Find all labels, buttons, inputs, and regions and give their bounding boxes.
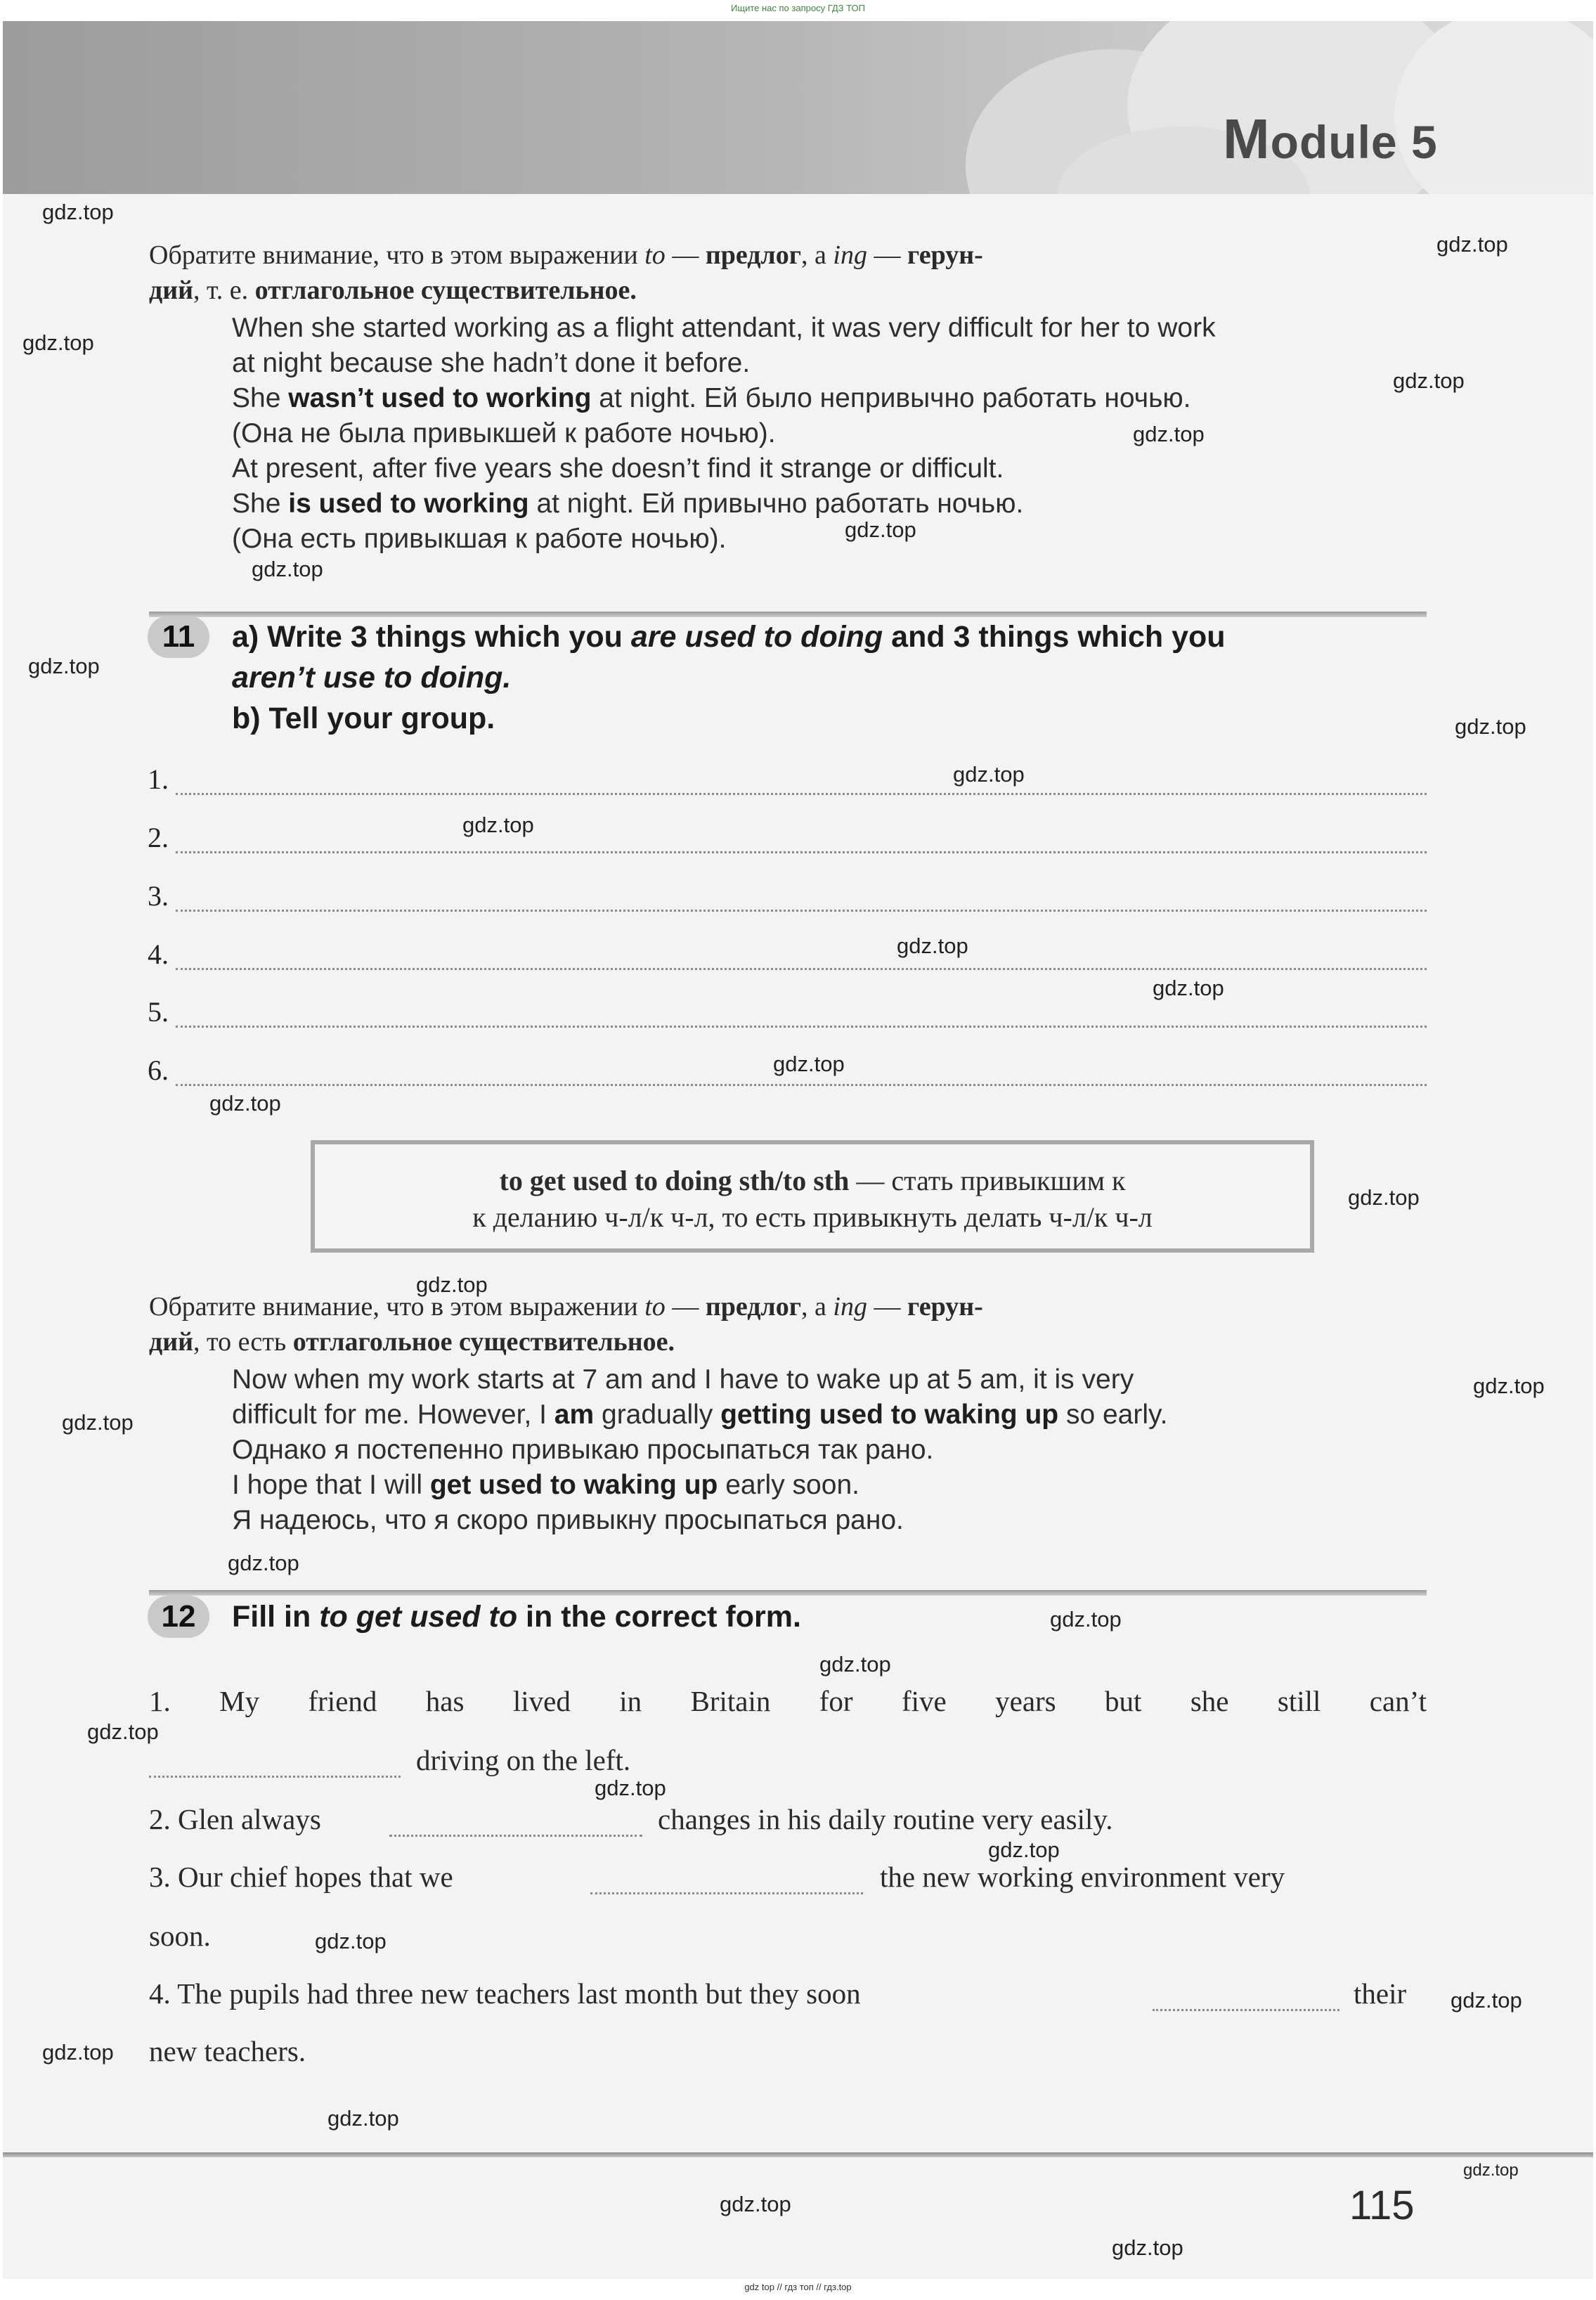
top-promo-note: Ищите нас по запросу ГДЗ ТОП [731,3,865,13]
watermark: gdz.top [28,654,100,678]
example-line: She wasn’t used to working at night. Ей было непривычно работать ночью. [232,383,1191,413]
watermark: gdz.top [87,1719,159,1744]
module-title: Module 5 [1223,108,1438,170]
example-line: I hope that I will get used to waking up early soon. [232,1470,859,1500]
watermark: gdz.top [595,1776,666,1800]
watermark: gdz.top [462,813,534,837]
watermark: gdz.top [953,762,1025,787]
exercise-item-1: 1. My friend has lived in Britain for five years but she still can’t [149,1685,1427,1717]
footer-divider [3,2152,1593,2157]
watermark: gdz.top [62,1410,134,1435]
example-line: Now when my work starts at 7 am and I have to wake up at 5 am, it is very [232,1364,1134,1395]
exercise-item-3: 3. Our chief hopes that we [149,1861,453,1893]
watermark: gdz.top [1112,2235,1183,2260]
watermark: gdz.top [1133,422,1205,446]
grammar-note-2-line-1: Обратите внимание, что в этом выражении to — предлог, а ing — герун- [149,1292,983,1322]
watermark: gdz.top [1393,368,1465,393]
example-line: Однако я постепенно привыкаю просыпаться так рано. [232,1435,934,1465]
watermark: gdz.top [1451,1988,1522,2012]
example-line: difficult for me. However, I am gradually getting used to waking up so early. [232,1400,1168,1430]
watermark: gdz.top [1153,976,1224,1000]
answer-line-number: 5. [148,996,169,1028]
example-line: (Она есть привыкшая к работе ночью). [232,524,727,554]
watermark: gdz.top [1455,714,1526,739]
answer-line-1[interactable] [176,793,1427,795]
task-12-divider [149,1590,1427,1596]
task-11-instruction-a: a) Write 3 things which you are used to doing and 3 things which you [232,620,1226,654]
rule-box [311,1140,1314,1253]
answer-line-4[interactable] [176,968,1427,970]
task-11-divider [149,612,1427,617]
task-11-number: 11 [148,616,209,658]
watermark: gdz.top [22,330,94,355]
task-12-number: 12 [148,1596,209,1638]
answer-line-number: 3. [148,880,169,912]
exercise-item-3-cont: soon. [149,1920,211,1952]
watermark: gdz.top [1348,1185,1420,1210]
watermark: gdz.top [1050,1607,1122,1632]
watermark: gdz.top [897,933,968,958]
grammar-note-1-line-2: дий, т. е. отглагольное существительное. [149,276,637,305]
exercise-3-blank[interactable] [590,1892,863,1894]
exercise-2-blank[interactable] [389,1835,642,1837]
exercise-item-4-end: their [1354,1977,1407,2010]
exercise-item-4-cont: new teachers. [149,2035,306,2067]
page-number: 115 [1349,2183,1415,2228]
watermark: gdz.top [327,2106,399,2131]
grammar-note-1-line-1: Обратите внимание, что в этом выражении to — предлог, а ing — герун- [149,240,983,270]
exercise-item-2-end: changes in his daily routine very easily. [658,1803,1113,1835]
example-line: She is used to working at night. Ей привычно работать ночью. [232,489,1024,519]
exercise-1-blank[interactable] [149,1776,401,1778]
answer-line-6[interactable] [176,1084,1427,1086]
bottom-promo-note: gdz top // гдз топ // гдз.top [744,2282,852,2292]
answer-line-2[interactable] [176,851,1427,853]
watermark: gdz.top [42,2040,114,2065]
example-line: When she started working as a flight attendant, it was very difficult for her to work [232,313,1216,343]
watermark: gdz.top [42,200,114,224]
task-12-instruction: Fill in to get used to in the correct form. [232,1600,801,1634]
answer-line-number: 6. [148,1054,169,1086]
exercise-item-4: 4. The pupils had three new teachers last month but they soon [149,1977,861,2010]
example-line: Я надеюсь, что я скоро привыкну просыпаться рано. [232,1505,904,1535]
task-11-instruction-b: b) Tell your group. [232,702,495,735]
answer-line-number: 4. [148,938,169,970]
watermark: gdz.top [845,517,916,542]
example-line: at night because she hadn’t done it before. [232,348,751,378]
grammar-note-2-line-2: дий, то есть отглагольное существительное. [149,1327,675,1357]
watermark: gdz.top [773,1052,845,1076]
answer-line-3[interactable] [176,910,1427,912]
rule-box-line-1: to get used to doing sth/to sth — стать привыкшим к [499,1165,1126,1196]
watermark: gdz.top [315,1929,387,1953]
watermark: gdz.top [1473,1374,1545,1398]
watermark: gdz.top [1436,232,1508,257]
exercise-4-blank[interactable] [1153,2009,1339,2011]
task-11-instruction-a2: aren’t use to doing. [232,661,512,694]
example-line: At present, after five years she doesn’t find it strange or difficult. [232,453,1004,484]
watermark: gdz.top [720,2192,791,2216]
watermark: gdz.top [228,1551,299,1575]
watermark: gdz.top [988,1837,1060,1862]
example-line: (Она не была привыкшей к работе ночью). [232,418,776,448]
exercise-item-3-end: the new working environment very [880,1861,1285,1893]
watermark: gdz.top [209,1091,281,1116]
answer-line-number: 1. [148,763,169,795]
exercise-item-1-end: driving on the left. [416,1744,631,1776]
watermark: gdz.top [1463,2161,1519,2180]
watermark: gdz.top [252,557,323,581]
exercise-item-2: 2. Glen always [149,1803,321,1835]
watermark: gdz.top [416,1272,488,1297]
rule-box-line-2: к деланию ч-л/к ч-л, то есть привыкнуть делать ч-л/к ч-л [472,1201,1153,1233]
watermark: gdz.top [819,1652,891,1676]
answer-line-5[interactable] [176,1026,1427,1028]
answer-line-number: 2. [148,822,169,853]
